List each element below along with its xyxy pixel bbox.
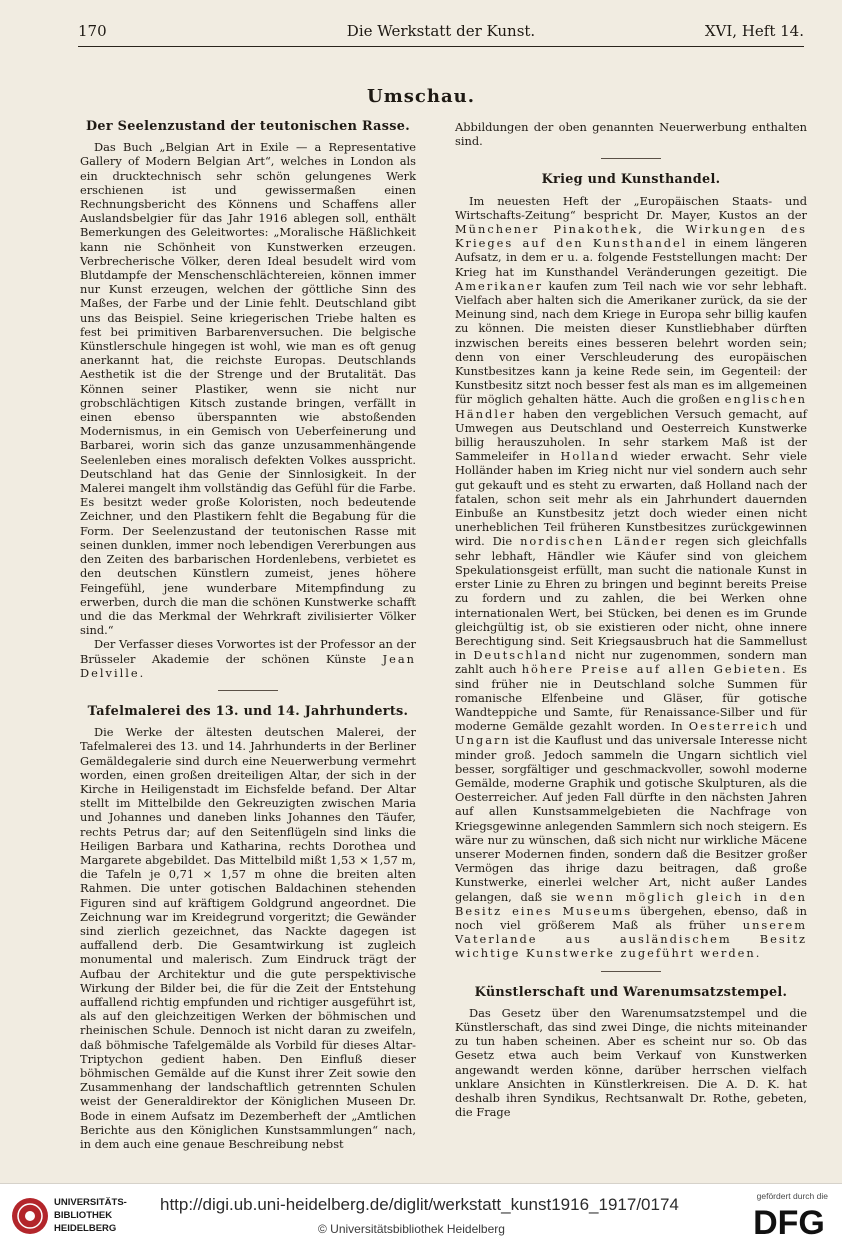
text: und (785, 719, 808, 734)
article-title-krieg: Krieg und Kunsthandel. (541, 172, 721, 188)
volume-issue: XVI, Heft 14. (704, 22, 804, 40)
spaced-text: englischen Händler (455, 392, 807, 421)
section-heading: Umschau. (367, 86, 475, 107)
copyright-notice: © Universitätsbibliothek Heidelberg (318, 1222, 505, 1236)
funding-note: gefördert durch die (756, 1191, 828, 1201)
spaced-text: Amerikaner (455, 278, 544, 293)
spaced-text: nordischen Länder (520, 534, 668, 549)
text: nicht nur zugenommen, sondern man zahlt auch (455, 648, 808, 677)
spaced-text: Wirkungen des Krieges auf den Kunsthandel (455, 222, 807, 251)
text: haben den vergeblichen Versuch gemacht, auf Umwegen aus Deutschland und Oesterreich Kunstwerke billig herauszuholen. In sehr starkem Maß ist der Sammeleifer in (455, 406, 807, 464)
journal-title: Die Werkstatt der Kunst. (346, 22, 536, 40)
spaced-text: Oesterreich (688, 719, 779, 734)
text: kaufen zum Teil nach wie vor sehr lebhaft. Vielfach aber halten sich die Amerikaner zurück, da sie der Meinung sind, nach dem Kriege in Europa sehr billig kaufen zu können. Die meisten dieser Kunstliebhaber dürften inzwischen bereits eines besseren belehrt worden sein; denn von einer Verschleuderung des europäischen Kunstbesitzes kann ja keine Rede sein, im Gegenteil: der Kunstbesitz sitzt noch besser fest als man es im allgemeinen für möglich gehalten hätte. Auch die großen (455, 278, 808, 407)
running-header (78, 22, 804, 46)
section-divider (601, 971, 661, 972)
article-paragraph (80, 637, 416, 680)
paragraph-text: Der Verfasser dieses Vorwortes ist der Professor an der Brüsseler Akademie der schönen Künste (80, 637, 416, 666)
article-paragraph: Das Gesetz über den Warenumsatzstempel und die Künstlerschaft, das sind zwei Dinge, die nichts miteinander zu tun haben scheinen. Aber es scheint nur so. Ob das Gesetz etwa auch beim Verkauf von Kunstwerken angewandt werden könne, darüber herrschen vielfach unklare Ansichten in Künstlerkreisen. Die A. D. K. hat deshalb ihren Syndikus, Rechtsanwalt Dr. Rothe, gebeten, die Frage (455, 1005, 807, 1120)
page-number: 170 (78, 22, 107, 40)
permalink-url[interactable]: http://digi.ub.uni-heidelberg.de/diglit/werkstatt_kunst1916_1917/0174 (160, 1195, 679, 1214)
author-name: Jean Delville. (80, 651, 417, 680)
article-title-tafelmalerei: Tafelmalerei des 13. und 14. Jahrhunderts. (87, 703, 409, 719)
text: Im neuesten Heft der „Europäischen Staats- und Wirtschafts-Zeitung“ bespricht Dr. Mayer, Kustos an der (455, 193, 807, 222)
spaced-text: Ungarn (455, 733, 511, 748)
spaced-text: höhere Preise auf allen Gebieten. (521, 662, 788, 677)
viewer-footer (0, 1183, 842, 1246)
article-paragraph: Die Werke der ältesten deutschen Malerei, der Tafelmalerei des 13. und 14. Jahrhunderts in der Berliner Gemäldegalerie sind durch eine Neuerwerbung vermehrt worden, einen großen dreiteiligen Altar, der sich in der Kirche in Heiligenstadt im Eichsfelde befand. Der Altar stellt im Mittelbilde den Gekreuzigten zwischen Maria und Johannes und daneben links Johannes den Täufer, rechts Petrus dar; auf den Seitenflügeln sind links die Heiligen Barbara und Katharina, rechts Dorothea und Margarete abgebildet. Das Mittelbild mißt 1,53 × 1,57 m, die Tafeln je 0,71 × 1,57 m ohne die breiten alten Rahmen. Die unter gotischen Baldachinen stehenden Figuren sind auf kräftigem Goldgrund angeordnet. Die Zeichnung war im Kreidegrund vorgeritzt; die Gewänder sind zierlich gezeichnet, das Nackte dagegen ist auffallend derb. Die Gesamtwirkung ist zugleich monumental und malerisch. Zum Eindruck trägt der Aufbau der Architektur und die gute perspektivische Wirkung der Bilder bei, die für die Zeit der Entstehung auffallend richtig empfunden und richtiger ausgeführt ist, als auf den gleichzeitigen Werken der böhmischen und rheinischen Schule. Dennoch ist nicht daran zu zweifeln, daß böhmische Tafelgemälde als Vorbild für dieses Altar-Triptychon gedient haben. Den Einfluß dieser böhmischen Gemälde auf die Kunst ihrer Zeit sowie den Zusammenhang der landschaftlich getrennten Schulen weist der Generaldirektor der Königlichen Museen Dr. Bode in einem Aufsatz im Dezemberheft der „Amtlichen Berichte aus den Königlichen Kunstsammlungen“ nach, in dem auch eine genaue Beschreibung nebst (80, 725, 416, 1152)
text: die (655, 222, 674, 237)
section-divider (218, 690, 278, 691)
spaced-text: wenn möglich gleich in den Besitz eines Museums (455, 889, 807, 918)
article-title-warenumsatz: Künstlerschaft und Warenumsatzstempel. (474, 984, 788, 1000)
right-column (455, 120, 807, 1119)
header-rule (78, 46, 804, 47)
dfg-logo-text: DFG (753, 1204, 825, 1239)
spaced-text: Deutschland (473, 648, 568, 663)
text: übergehen, ebenso, daß in noch viel größerem Maß als früher (455, 903, 808, 932)
spaced-text: unserem Vaterlande aus ausländischem Besitz wichtige Kunstwerke zugeführt werden. (455, 917, 807, 961)
university-seal-icon (10, 1196, 50, 1236)
spaced-text: Holland (560, 449, 620, 464)
text: ist die Kauflust und das universale Interesse nicht minder groß. Jedoch sammeln die Ungarn sichtlich viel besser, sorgfältiger und geschmackvoller, sowohl moderne Gemälde, moderne Graphik und gotische Skulpturen, als die Oesterreicher. Auf jeden Fall dürfte in den nächsten Jahren auf allen Kunstsammelgebieten die Nachfrage von Kriegsgewinne anlegenden Sammlern sich noch steigern. Es wäre nur zu wünschen, daß sich nicht nur wirkliche Mäcene unserer Modernen finden, sondern daß die Besitzer großer Vermögen das ihrige dazu beitragen, daß große Kunstwerke, einerlei welcher Art, nicht außer Landes gelangen, daß sie (455, 733, 807, 904)
text: in einem längeren Aufsatz, in dem er u. a. folgende Feststellungen macht: Der Krieg hat im Kunsthandel Veränderungen gezeitigt. Die (455, 236, 807, 279)
logo-text-line3: HEIDELBERG (54, 1223, 117, 1234)
text: Es sind früher nie in Deutschland solche Summen für romanische Elfenbeine und Gläser, für gotische Wandteppiche und Samte, für Renaissance-Silber und für moderne Gemälde gezahlt worden. In (455, 662, 808, 734)
text: wieder erwacht. Sehr viele Holländer haben im Krieg nicht nur viel sondern auch sehr gut gekauft und es steht zu erwarten, daß Holland nach der fatalen, schon seit mehr als ein Jahrhundert dauernden Einbuße an Kunstbesitz jetzt doch wieder einen nicht unerheblichen Teil früheren Kunstbesitzes zurückgewinnen wird. Die (455, 449, 807, 549)
article-paragraph (455, 194, 807, 961)
continued-paragraph: Abbildungen der oben genannten Neuerwerbung enthalten sind. (455, 120, 807, 149)
logo-text-line2: BIBLIOTHEK (54, 1210, 113, 1221)
logo-text-line1: UNIVERSITÄTS- (54, 1197, 127, 1208)
university-library-logo[interactable] (10, 1194, 160, 1238)
spaced-text: Münchener Pinakothek, (455, 222, 644, 237)
dfg-logo-icon[interactable] (748, 1203, 830, 1239)
article-paragraph: Das Buch „Belgian Art in Exile — a Representative Gallery of Modern Belgian Art“, welches in London als ein drucktechnisch sehr schön gelungenes Werk erschienen ist und gewissermaßen einen Rechnungsbericht des Könnens und Schaffens aller Auslandsbelgier für das Jahr 1916 ablegen soll, enthält Bemerkungen des Geleitwortes: „Moralische Häßlichkeit kann nie Schönheit von Kunstwerken erzeugen. Verbrecherische Völker, deren Ideal besudelt wird vom Blutdampfe der Menschenschlächtereien, können immer nur Kunst erzeugen, welchen der göttliche Sinn des Maßes, der Farbe und der Linie fehlt. Deutschland gibt uns das Beispiel. Seine kriegerischen Triebe halten es fest bei primitiven Barbarenversuchen. Die belgische Künstlerschule hingegen ist wohl, wie man es oft genug anerkannt hat, die reichste Europas. Deutschlands Aesthetik ist die der Strenge und der Brutalität. Das Können seiner Plastiker, wenn sie nicht nur grobschlächtigen Kitsch zustande bringen, verfällt in einen ebenso überspannten wie abstoßenden Modernismus, in ein Gemisch von Ueberfeinerung und Barbarei, worin sich das ganze unzusammenhängende Seelenleben eines moralisch defekten Volkes ausspricht. Deutschland hat das Genie der Sinnlosigkeit. In der Malerei mangelt ihm vollständig das Gefühl für die Farbe. Es besitzt weder große Koloristen, noch bedeutende Zeichner, und den Plastikern fehlt die Begabung für die Form. Der Seelenzustand der teutonischen Rasse mit seinen dunklen, immer noch lebendigen Vererbungen aus den Zeiten des barbarischen Hordenlebens, verbietet es den deutschen Künstlern zumeist, jenes höhere Feingefühl, jene wunderbare Mitempfindung zu erwerben, durch die man die schönen Kunstwerke schafft und die das Merkmal der Wehrkraft zivilisierter Völker sind.“ (80, 140, 416, 638)
left-column (80, 120, 416, 1151)
section-divider (601, 158, 661, 159)
text: regen sich gleichfalls sehr lebhaft, Händler wie Käufer sind von gleichem Spekulationsgeist erfüllt, man sucht die nationale Kunst in erster Linie zu Ehren zu bringen und beginnt bereits Preise zu fordern und zu zahlen, die bei Werken ohne internationalen Wert, bei Stücken, bei denen es im Grunde gleichgültig ist, ob sie existieren oder nicht, ohne innere Berechtigung sind. Seit Kriegsausbruch hat die Sammellust in (455, 534, 807, 663)
article-title-seelenzustand: Der Seelenzustand der teutonischen Rasse. (86, 119, 410, 134)
